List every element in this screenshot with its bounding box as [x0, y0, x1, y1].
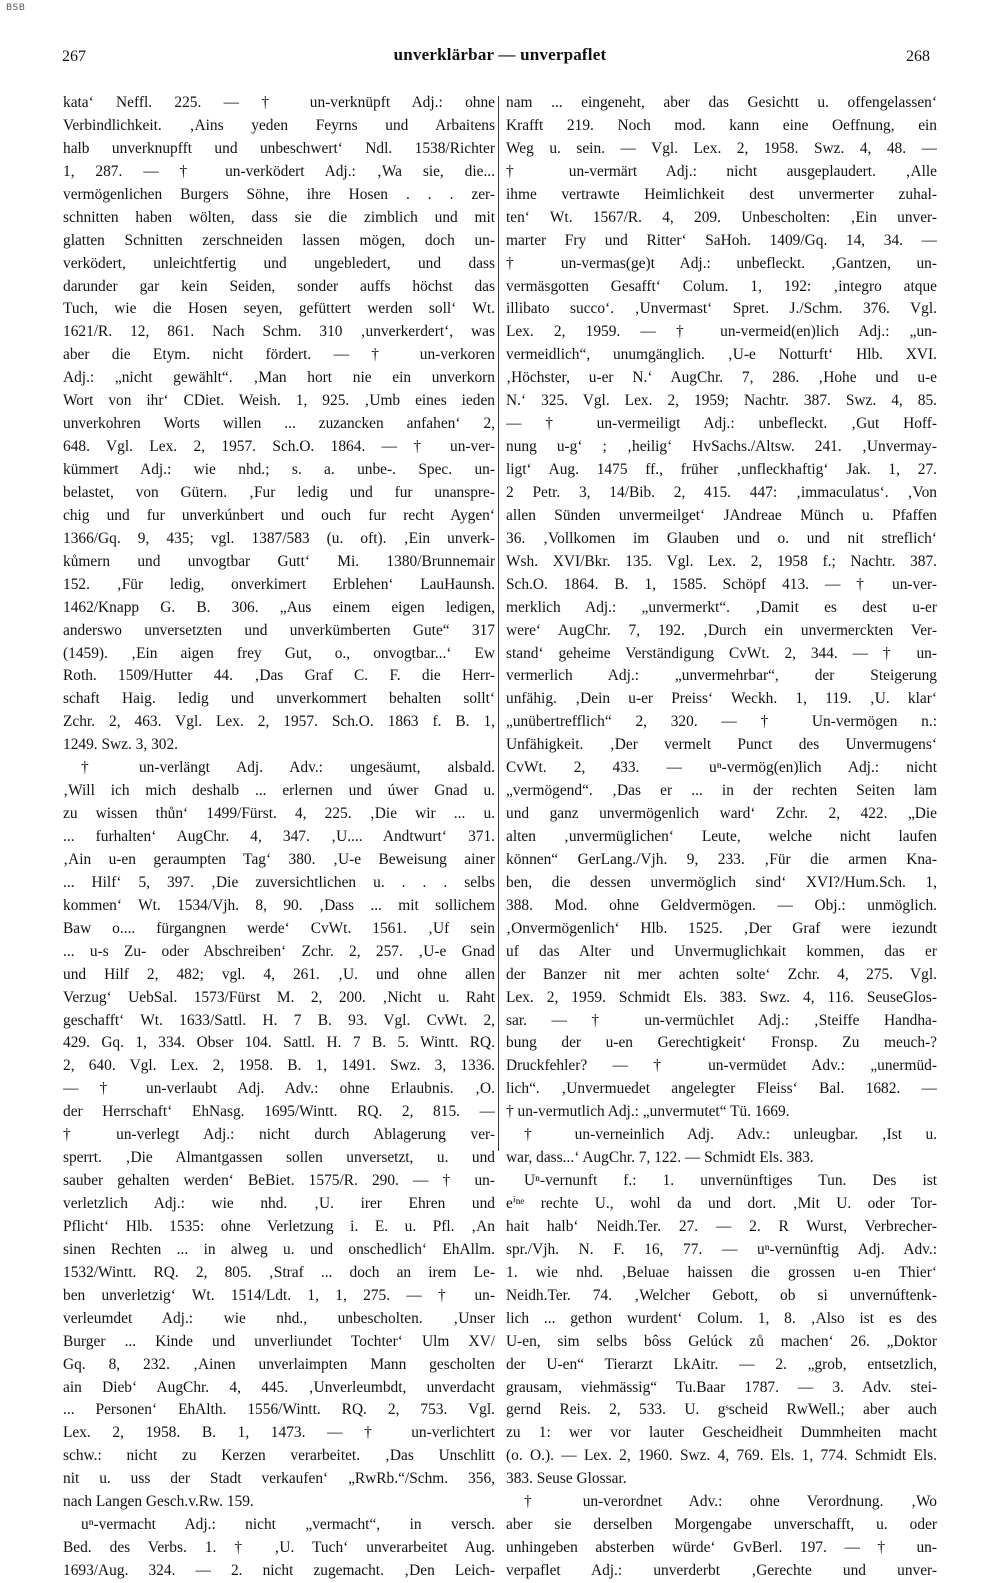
text-line: sar. — † un-vermüchlet Adj.: ‚Steiffe Handha-	[506, 1011, 937, 1029]
text-line: und ganz unvermögenlich ward‘ Zchr. 2, 422. „Die	[506, 805, 937, 823]
text-line: lich“. ‚Unvermuedet angelegter Fleiss‘ Bal. 1682. —	[506, 1080, 937, 1098]
text-line: ... Personen‘ EhAlth. 1556/Wintt. RQ. 2, 753. Vgl.	[63, 1401, 495, 1419]
text-line: merklich Adj.: „unvermerkt“. ‚Damit es dest u-er	[506, 598, 937, 616]
text-line: Gq. 8, 232. ‚Ainen unverlaimpten Mann gescholten	[63, 1355, 495, 1373]
text-line: (1459). ‚Ein aigen frey Gut, o., onvogtbar...‘ Ew	[63, 644, 495, 662]
text-line: 383. Seuse Glossar.	[506, 1470, 627, 1488]
text-line: 388. Mod. ohne Geldvermögen. — Obj.: unmöglich.	[506, 896, 937, 914]
text-line: sauber gehalten werden‘ BeBiet. 1575/R. 290. — † un-	[63, 1172, 495, 1190]
text-line: ... u-s Zu- oder Abschreiben‘ Zchr. 2, 257. ‚U-e Gnad	[63, 942, 495, 960]
text-line: were‘ AugChr. 7, 192. ‚Durch ein unvermerckten Ver-	[506, 621, 937, 639]
text-line: verletzlich Adj.: wie nhd. ‚U. irer Ehren und	[63, 1195, 495, 1212]
text-line: allen Sünden unvermeilget‘ JAndreae Münch u. Pfaffen	[506, 506, 937, 524]
text-line: schw.: nicht zu Kerzen verarbeitet. ‚Das Unschlitt	[63, 1447, 495, 1465]
text-line: † un-verneinlich Adj. Adv.: unleugbar. ‚Ist u.	[524, 1126, 937, 1144]
text-line: lich ... gethon wurdent‘ Colum. 1, 8. ‚Also ist es des	[506, 1309, 937, 1327]
text-line: — † un-verlaubt Adj. Adv.: ohne Erlaubnis. ‚O.	[63, 1080, 495, 1098]
text-line: ‚Onvermögenlich‘ Hlb. 1525. ‚Der Graf were iezundt	[506, 919, 937, 937]
text-line: N.‘ 325. Vgl. Lex. 2, 1959; Nachtr. 387. Swz. 4, 85.	[506, 392, 937, 410]
text-line: anderswo unversetzten und unverkümberten Gute“ 317	[63, 621, 495, 639]
text-line: bung der u-en Gerechtigkeit‘ Fronsp. Zu meuch-?	[506, 1034, 937, 1052]
text-line: ... Hilf‘ 5, 397. ‚Die zuversichtlichen u. . . . selbs	[63, 873, 495, 891]
text-line: uⁿ-vermacht Adj.: nicht „vermacht“, in versch.	[81, 1516, 495, 1534]
text-line: † un-vermärt Adj.: nicht ausgeplaudert. ‚Alle	[506, 162, 937, 180]
text-line: CvWt. 2, 433. — uⁿ-vermög(en)lich Adj.: nicht	[506, 759, 937, 777]
text-line: gernd Reis. 2, 533. U. gˢscheid RwWell.; aber auch	[506, 1401, 937, 1419]
text-line: 36. ‚Vollkomen im Glauben und o. und nit streflich‘	[506, 529, 937, 547]
text-line: Krafft 219. Noch mod. kann eine Oeffnung, ein	[506, 116, 937, 134]
text-line: Zchr. 2, 463. Vgl. Lex. 2, 1957. Sch.O. 1863 f. B. 1,	[63, 713, 495, 731]
text-line: ben unverletzig‘ Wt. 1514/Ldt. 1, 1, 275. — † un-	[63, 1286, 495, 1304]
text-line: 1462/Knapp G. B. 306. „Aus einem eigen ledigen,	[63, 598, 495, 616]
text-line: schnitten haben wölten, dass sie die zimblich und mit	[63, 208, 495, 226]
text-line: Druckfehler? — † un-vermüdet Adv.: „unermüd-	[506, 1057, 937, 1075]
left-column	[63, 92, 495, 1583]
page-number-left: 267	[62, 48, 86, 65]
text-line: Burger ... Kinde und unverliundet Tochter‘ Ulm XV/	[63, 1332, 495, 1350]
text-line: Uⁿ-vernunft f.: 1. unvernünftiges Tun. Des ist	[524, 1172, 937, 1190]
running-head: unverklärbar — unverpaflet	[393, 45, 607, 64]
text-line: können“ GerLang./Vjh. 9, 233. ‚Für die armen Kna-	[506, 850, 937, 868]
text-line: 1621/R. 12, 861. Nach Schm. 310 ‚unverkerdert‘, was	[63, 323, 495, 341]
text-line: 1366/Gq. 9, 435; vgl. 1387/583 (u. oft). ‚Ein unverk-	[63, 529, 495, 547]
text-line: — † un-vermeiligt Adj.: unbefleckt. ‚Gut Hoff-	[506, 415, 937, 433]
text-line: Neidh.Ter. 74. ‚Welcher Gebott, ob si unvernúftenk-	[506, 1286, 937, 1304]
text-line: halb unverknupfft und unbeschwert‘ Ndl. 1538/Richter	[63, 139, 495, 157]
text-line: spr./Vjh. N. F. 16, 77. — uⁿ-vernünftig Adj. Adv.:	[506, 1240, 937, 1258]
text-line: † un-verordnet Adv.: ohne Verordnung. ‚Wo	[524, 1493, 937, 1511]
text-line: nam ... eingeneht, aber das Gesichtt u. offengelassen‘	[506, 94, 937, 111]
text-line: (o. O.). — Lex. 2, 1960. Swz. 4, 769. Els. 1, 774. Schmidt Els.	[506, 1447, 937, 1465]
text-line: unverkohren Worts willen ... zuzancken anfahen‘ 2,	[63, 415, 495, 433]
corner-mark: BSB	[6, 3, 26, 13]
text-line: Sch.O. 1864. B. 1, 1585. Schöpf 413. — † un-ver-	[506, 575, 937, 593]
text-line: ‚Will ich mich deshalb ... erlernen und úwer Gnad u.	[63, 782, 495, 800]
text-line: † un-vermas(ge)t Adj.: unbefleckt. ‚Gantzen, un-	[506, 254, 937, 272]
text-line: vermögenlichen Burgers Söhne, ihre Hosen . . . zer-	[63, 185, 495, 203]
text-line: Lex. 2, 1959. Schmidt Els. 383. Swz. 4, 116. SeuseGlos-	[506, 988, 937, 1006]
text-line: vermerlich Adj.: „unvermehrbar“, der Steigerung	[506, 667, 937, 685]
text-line: marter Fry und Ritter‘ SaHoh. 1409/Gq. 14, 34. —	[506, 231, 937, 249]
text-line: 2 Petr. 3, 14/Bib. 2, 415. 447: ‚immaculatus‘. ‚Von	[506, 483, 937, 501]
text-line: unfähig. ‚Dein u-er Preiss‘ Weckh. 1, 119. ‚U. klar‘	[506, 690, 937, 708]
text-line: sperrt. ‚Die Almantgassen sollen unversetzt, u. und	[63, 1149, 495, 1167]
text-line: † un-verlegt Adj.: nicht durch Ablagerung ver-	[63, 1126, 495, 1144]
text-line: Baw o.... fürgangnen werde‘ CvWt. 1561. ‚Uf sein	[63, 919, 495, 937]
text-line: grausam, viehmässig“ Tu.Baar 1787. — 3. Adv. stei-	[506, 1378, 937, 1396]
text-line: der U-en“ Tierarzt LkAitr. — 2. „grob, entsetzlich,	[506, 1355, 937, 1373]
text-line: stand‘ geheime Verständigung CvWt. 2, 344. — † un-	[506, 644, 937, 662]
text-line: ... furhalten‘ AugChr. 4, 347. ‚U.... Andtwurt‘ 371.	[63, 828, 495, 845]
text-line: kata‘ Neffl. 225. — † un-verknüpft Adj.: ohne	[63, 94, 495, 111]
text-line: ben, die dessen unvermöglich sind‘ XVI?/Hum.Sch. 1,	[506, 873, 937, 891]
text-line: glatten Schnitten zerschneiden lassen mögen, doch un-	[63, 231, 495, 249]
text-line: verleumdet Adj.: wie nhd., unbescholten. ‚Unser	[63, 1309, 495, 1327]
text-line: chig und fur unverkúnbert und ouch fur recht Aygen‘	[63, 506, 495, 524]
text-line: Adj.: „nicht gewählt“. ‚Man hort nie ein unverkorn	[63, 369, 495, 387]
text-line: 1249. Swz. 3, 302.	[63, 736, 179, 754]
text-line: verpaflet Adj.: unverderbt ‚Gerechte und unver-	[506, 1562, 937, 1579]
text-line: ligt‘ Aug. 1475 ff., früher ‚unfleckhaftig‘ Jak. 1, 27.	[506, 461, 937, 478]
text-line: 2, 640. Vgl. Lex. 2, 1958. B. 1, 1491. Swz. 3, 1336.	[63, 1057, 495, 1075]
text-line: illibato succo‘. ‚Unvermast‘ Spret. J./Schm. 376. Vgl.	[506, 300, 937, 318]
text-line: war, dass...‘ AugChr. 7, 122. — Schmidt Els. 383.	[506, 1149, 814, 1167]
text-line: † un-verlängt Adj. Adv.: ungesäumt, alsbald.	[81, 759, 495, 777]
text-line: Weg u. sein. — Vgl. Lex. 2, 1958. Swz. 4, 48. —	[506, 139, 937, 157]
text-line: „unübertrefflich“ 2, 320. — † Un-vermögen n.:	[506, 713, 937, 731]
page-number-right: 268	[906, 48, 930, 65]
text-line: Wsh. XVI/Bkr. 135. Vgl. Lex. 2, 1958 f.; Nachtr. 387.	[506, 552, 937, 570]
text-line: Lex. 2, 1959. — † un-vermeid(en)lich Adj.: „un-	[506, 323, 937, 341]
text-line: geschafft‘ Wt. 1633/Sattl. H. 7 B. 93. Vgl. CvWt. 2,	[63, 1011, 495, 1029]
text-line: 1. wie nhd. ‚Beluae haissen die grossen u-en Thier‘	[506, 1263, 937, 1281]
text-line: eⁱⁿᵉ rechte U., wohl da und dort. ‚Mit U. oder Tor-	[506, 1195, 937, 1212]
text-line: ‚Ain u-en geraumpten Tag‘ 380. ‚U-e Beweisung ainer	[63, 850, 495, 868]
text-line: zu wissen thůn‘ 1499/Fürst. 4, 225. ‚Die wir ... u.	[63, 805, 495, 823]
text-line: darunder gar kein Seiden, sonder auffs höchst das	[63, 277, 495, 295]
text-line: schaft Haig. ledig und unverkommert behalten sollt‘	[63, 690, 495, 708]
text-line: 1693/Aug. 324. — 2. nicht zugemacht. ‚Den Leich-	[63, 1562, 495, 1579]
text-line: kümmert Adj.: wie nhd.; s. a. unbe-. Spec. un-	[63, 461, 495, 478]
right-column	[506, 92, 937, 1583]
text-line: Wort von ihr‘ CDiet. Weish. 1, 925. ‚Umb eines ieden	[63, 392, 495, 410]
text-line: belastet, von Gütern. ‚Fur ledig und fur unanspre-	[63, 483, 495, 501]
text-line: kommen‘ Wt. 1534/Vjh. 8, 90. ‚Dass ... mit sollichem	[63, 896, 495, 914]
text-line: 1532/Wintt. RQ. 2, 805. ‚Straf ... doch an irem Le-	[63, 1263, 495, 1281]
text-line: alten ‚unvermüglichen‘ Leute, welche nicht laufen	[506, 828, 937, 845]
text-line: Roth. 1509/Hutter 44. ‚Das Graf C. F. die Herr-	[63, 667, 495, 685]
text-line: aber die Etym. nicht fördert. — † un-verkoren	[63, 346, 495, 364]
text-line: und Hilf 2, 482; vgl. 4, 261. ‚U. und ohne allen	[63, 965, 495, 983]
text-line: „vermögend“. ‚Das er ... in der rechten Seiten lam	[506, 782, 937, 800]
text-line: 429. Gq. 1, 334. Obser 104. Sattl. H. 7 B. 5. Wintt. RQ.	[63, 1034, 495, 1052]
text-line: aber sie derselben Morgengabe unverschafft, u. oder	[506, 1516, 937, 1534]
text-line: nach Langen Gesch.v.Rw. 159.	[63, 1493, 254, 1511]
text-line: 648. Vgl. Lex. 2, 1957. Sch.O. 1864. — † un-ver-	[63, 438, 495, 456]
text-line: Bed. des Verbs. 1. † ‚U. Tuch‘ unverarbeitet Aug.	[63, 1539, 495, 1557]
text-line: Lex. 2, 1958. B. 1, 1473. — † un-verlichtert	[63, 1424, 495, 1442]
text-line: zu 1: wer vor lauter Gescheidheit Dummheiten macht	[506, 1424, 937, 1442]
text-line: ‚Höchster, u-er N.‘ AugChr. 7, 286. ‚Hohe und u-e	[506, 369, 937, 387]
text-line: U-en, sim selbs bôss Gelúck zů machen‘ 26. „Doktor	[506, 1332, 937, 1350]
text-line: uf das Alter und Unvermuglichkait kommen, das er	[506, 942, 937, 960]
text-line: Pflicht‘ Hlb. 1535: ohne Verletzung i. E. u. Pfl. ‚An	[63, 1217, 495, 1235]
text-line: unhingeben absterben würde‘ GvBerl. 197. — † un-	[506, 1539, 937, 1557]
text-line: nung u-g‘ ; ‚heilig‘ HvSachs./Altsw. 241. ‚Unvermay-	[506, 438, 937, 456]
text-line: sinen Rechten ... in alweg u. und onschedlich‘ EhAllm.	[63, 1240, 495, 1258]
text-line: Tuch, wie die Hosen seyen, gefüttert werden soll‘ Wt.	[63, 300, 495, 318]
text-line: Unfähigkeit. ‚Der vermelt Punct des Unvermugens‘	[506, 736, 937, 754]
text-line: Verbindlichkeit. ‚Ains yeden Feyrns und Arbaitens	[63, 116, 495, 134]
text-line: † un-vermutlich Adj.: „unvermutet“ Tü. 1669.	[506, 1103, 790, 1121]
column-rule	[498, 96, 499, 1151]
text-line: hait halb‘ Neidh.Ter. 27. — 2. R Wurst, Verbrecher-	[506, 1217, 937, 1235]
text-line: ten‘ Wt. 1567/R. 4, 209. Unbescholten: ‚Ein unver-	[506, 208, 937, 226]
text-line: der Herrschaft‘ EhNasg. 1695/Wintt. RQ. 2, 815. —	[63, 1103, 495, 1121]
text-line: kůmern und unvogtbar Gutt‘ Mi. 1380/Brunnemair	[63, 552, 495, 570]
text-line: der Banzer nit mer achten solte‘ Zchr. 4, 275. Vgl.	[506, 965, 937, 983]
text-line: vermeidlich“, unumgänglich. ‚U-e Notturft‘ Hlb. XVI.	[506, 346, 937, 364]
text-line: nit u. uss der Stadt verkaufen‘ „RwRb.“/Schm. 356,	[63, 1470, 495, 1488]
text-line: ain Dieb‘ AugChr. 4, 445. ‚Unverleumbdt, unverdacht	[63, 1378, 495, 1396]
text-line: 152. ‚Für ledig, onverkimert Erblehen‘ LauHaunsh.	[63, 575, 495, 593]
text-line: verködert, unleichtfertig und ungebledert, und dass	[63, 254, 495, 272]
text-line: 1, 287. — † un-verködert Adj.: ‚Wa sie, die...	[63, 162, 495, 180]
text-line: Verzug‘ UebSal. 1573/Fürst M. 2, 200. ‚Nicht u. Raht	[63, 988, 495, 1006]
text-line: ihme vertrawte Heimlichkeit dest unvermerter zuhal-	[506, 185, 937, 203]
text-line: vermäsgotten Gesafft‘ Colum. 1, 192: ‚integro atque	[506, 277, 937, 295]
